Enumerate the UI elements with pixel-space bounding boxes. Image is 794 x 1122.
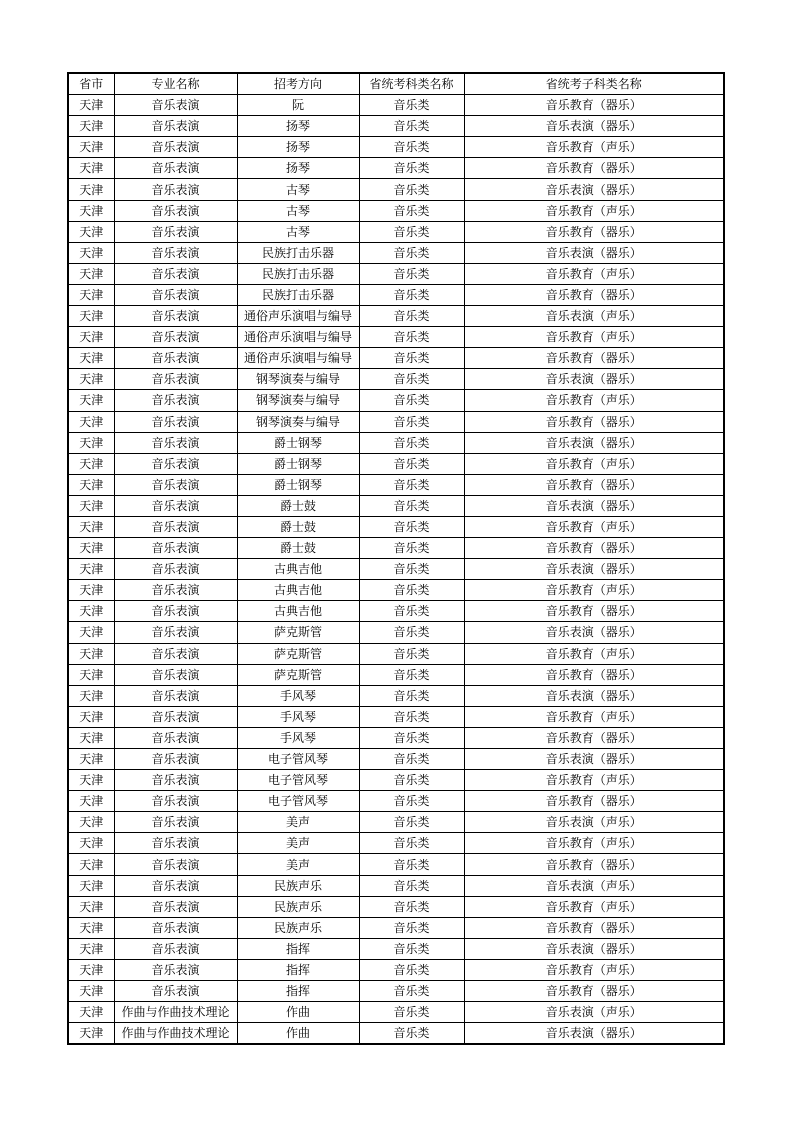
- cell-category: 音乐类: [359, 770, 464, 791]
- cell-subcategory: 音乐教育（声乐）: [464, 770, 724, 791]
- cell-subcategory: 音乐教育（声乐）: [464, 263, 724, 284]
- cell-subcategory: 音乐表演（器乐）: [464, 685, 724, 706]
- cell-major: 音乐表演: [114, 727, 237, 748]
- header-major: 专业名称: [114, 73, 237, 95]
- cell-category: 音乐类: [359, 643, 464, 664]
- cell-category: 音乐类: [359, 327, 464, 348]
- cell-province: 天津: [68, 137, 114, 158]
- cell-province: 天津: [68, 474, 114, 495]
- cell-subcategory: 音乐表演（器乐）: [464, 495, 724, 516]
- cell-province: 天津: [68, 601, 114, 622]
- cell-direction: 萨克斯管: [237, 622, 359, 643]
- cell-province: 天津: [68, 812, 114, 833]
- cell-major: 音乐表演: [114, 116, 237, 137]
- cell-province: 天津: [68, 981, 114, 1002]
- cell-subcategory: 音乐表演（器乐）: [464, 622, 724, 643]
- cell-direction: 爵士鼓: [237, 516, 359, 537]
- cell-category: 音乐类: [359, 896, 464, 917]
- cell-category: 音乐类: [359, 812, 464, 833]
- cell-major: 音乐表演: [114, 432, 237, 453]
- cell-province: 天津: [68, 432, 114, 453]
- cell-province: 天津: [68, 495, 114, 516]
- cell-major: 音乐表演: [114, 137, 237, 158]
- cell-major: 音乐表演: [114, 200, 237, 221]
- cell-category: 音乐类: [359, 981, 464, 1002]
- cell-direction: 爵士钢琴: [237, 453, 359, 474]
- table-row: [68, 601, 724, 622]
- cell-subcategory: 音乐教育（声乐）: [464, 327, 724, 348]
- cell-province: 天津: [68, 538, 114, 559]
- cell-subcategory: 音乐教育（器乐）: [464, 95, 724, 116]
- header-direction: 招考方向: [237, 73, 359, 95]
- cell-subcategory: 音乐教育（声乐）: [464, 833, 724, 854]
- cell-major: 音乐表演: [114, 938, 237, 959]
- cell-category: 音乐类: [359, 284, 464, 305]
- cell-subcategory: 音乐教育（器乐）: [464, 981, 724, 1002]
- cell-direction: 钢琴演奏与编导: [237, 369, 359, 390]
- table-row: [68, 200, 724, 221]
- cell-province: 天津: [68, 917, 114, 938]
- cell-major: 音乐表演: [114, 179, 237, 200]
- cell-province: 天津: [68, 221, 114, 242]
- cell-direction: 古典吉他: [237, 559, 359, 580]
- cell-direction: 电子管风琴: [237, 770, 359, 791]
- cell-major: 音乐表演: [114, 369, 237, 390]
- cell-subcategory: 音乐教育（声乐）: [464, 706, 724, 727]
- cell-direction: 指挥: [237, 959, 359, 980]
- cell-province: 天津: [68, 116, 114, 137]
- table-row: [68, 559, 724, 580]
- cell-province: 天津: [68, 791, 114, 812]
- cell-subcategory: 音乐教育（声乐）: [464, 200, 724, 221]
- table-row: [68, 643, 724, 664]
- cell-major: 音乐表演: [114, 917, 237, 938]
- cell-subcategory: 音乐教育（器乐）: [464, 664, 724, 685]
- table-row: [68, 263, 724, 284]
- cell-major: 音乐表演: [114, 474, 237, 495]
- cell-subcategory: 音乐表演（器乐）: [464, 369, 724, 390]
- cell-subcategory: 音乐教育（器乐）: [464, 791, 724, 812]
- table-row: [68, 348, 724, 369]
- cell-direction: 古琴: [237, 179, 359, 200]
- table-row: [68, 538, 724, 559]
- table-row: [68, 453, 724, 474]
- cell-province: 天津: [68, 685, 114, 706]
- cell-direction: 民族打击乐器: [237, 263, 359, 284]
- cell-major: 音乐表演: [114, 348, 237, 369]
- cell-major: 音乐表演: [114, 791, 237, 812]
- cell-category: 音乐类: [359, 1002, 464, 1023]
- cell-category: 音乐类: [359, 116, 464, 137]
- cell-major: 音乐表演: [114, 622, 237, 643]
- cell-subcategory: 音乐教育（器乐）: [464, 348, 724, 369]
- cell-category: 音乐类: [359, 706, 464, 727]
- header-category: 省统考科类名称: [359, 73, 464, 95]
- cell-category: 音乐类: [359, 559, 464, 580]
- cell-direction: 指挥: [237, 938, 359, 959]
- cell-category: 音乐类: [359, 179, 464, 200]
- cell-province: 天津: [68, 411, 114, 432]
- cell-category: 音乐类: [359, 432, 464, 453]
- cell-subcategory: 音乐教育（声乐）: [464, 516, 724, 537]
- cell-subcategory: 音乐表演（声乐）: [464, 306, 724, 327]
- cell-category: 音乐类: [359, 495, 464, 516]
- cell-major: 音乐表演: [114, 833, 237, 854]
- cell-category: 音乐类: [359, 474, 464, 495]
- cell-subcategory: 音乐表演（器乐）: [464, 432, 724, 453]
- cell-category: 音乐类: [359, 158, 464, 179]
- cell-direction: 爵士鼓: [237, 495, 359, 516]
- cell-major: 音乐表演: [114, 580, 237, 601]
- cell-direction: 古琴: [237, 221, 359, 242]
- cell-major: 音乐表演: [114, 854, 237, 875]
- cell-province: 天津: [68, 622, 114, 643]
- table-row: [68, 516, 724, 537]
- cell-category: 音乐类: [359, 749, 464, 770]
- table-row: [68, 158, 724, 179]
- cell-province: 天津: [68, 664, 114, 685]
- cell-category: 音乐类: [359, 833, 464, 854]
- cell-category: 音乐类: [359, 242, 464, 263]
- cell-major: 音乐表演: [114, 643, 237, 664]
- cell-category: 音乐类: [359, 137, 464, 158]
- cell-direction: 民族声乐: [237, 917, 359, 938]
- table-body: [68, 95, 724, 1045]
- cell-direction: 钢琴演奏与编导: [237, 390, 359, 411]
- table-row: [68, 749, 724, 770]
- cell-major: 音乐表演: [114, 221, 237, 242]
- cell-category: 音乐类: [359, 263, 464, 284]
- cell-category: 音乐类: [359, 959, 464, 980]
- cell-direction: 美声: [237, 812, 359, 833]
- table-row: [68, 770, 724, 791]
- cell-province: 天津: [68, 1002, 114, 1023]
- cell-category: 音乐类: [359, 580, 464, 601]
- table-row: [68, 1023, 724, 1045]
- cell-direction: 手风琴: [237, 706, 359, 727]
- cell-province: 天津: [68, 242, 114, 263]
- cell-category: 音乐类: [359, 601, 464, 622]
- cell-province: 天津: [68, 158, 114, 179]
- cell-direction: 指挥: [237, 981, 359, 1002]
- cell-direction: 爵士钢琴: [237, 432, 359, 453]
- table-row: [68, 495, 724, 516]
- admission-table: [67, 72, 725, 1045]
- cell-major: 音乐表演: [114, 263, 237, 284]
- cell-direction: 作曲: [237, 1002, 359, 1023]
- header-row: [68, 73, 724, 95]
- cell-subcategory: 音乐教育（声乐）: [464, 580, 724, 601]
- table-row: [68, 896, 724, 917]
- cell-subcategory: 音乐教育（器乐）: [464, 917, 724, 938]
- table-row: [68, 284, 724, 305]
- cell-subcategory: 音乐表演（声乐）: [464, 875, 724, 896]
- cell-category: 音乐类: [359, 854, 464, 875]
- cell-category: 音乐类: [359, 348, 464, 369]
- cell-major: 音乐表演: [114, 390, 237, 411]
- cell-subcategory: 音乐教育（声乐）: [464, 959, 724, 980]
- cell-major: 音乐表演: [114, 284, 237, 305]
- cell-direction: 钢琴演奏与编导: [237, 411, 359, 432]
- cell-province: 天津: [68, 749, 114, 770]
- cell-province: 天津: [68, 833, 114, 854]
- cell-direction: 扬琴: [237, 137, 359, 158]
- cell-direction: 古典吉他: [237, 580, 359, 601]
- header-subcategory: 省统考子科类名称: [464, 73, 724, 95]
- cell-direction: 民族声乐: [237, 875, 359, 896]
- cell-province: 天津: [68, 453, 114, 474]
- table-row: [68, 791, 724, 812]
- cell-subcategory: 音乐教育（声乐）: [464, 390, 724, 411]
- cell-subcategory: 音乐教育（声乐）: [464, 137, 724, 158]
- cell-province: 天津: [68, 580, 114, 601]
- cell-direction: 电子管风琴: [237, 749, 359, 770]
- cell-province: 天津: [68, 938, 114, 959]
- table-row: [68, 664, 724, 685]
- cell-direction: 阮: [237, 95, 359, 116]
- cell-subcategory: 音乐教育（声乐）: [464, 453, 724, 474]
- cell-category: 音乐类: [359, 685, 464, 706]
- cell-category: 音乐类: [359, 221, 464, 242]
- cell-category: 音乐类: [359, 538, 464, 559]
- cell-subcategory: 音乐教育（器乐）: [464, 854, 724, 875]
- table-row: [68, 833, 724, 854]
- table-row: [68, 116, 724, 137]
- cell-direction: 民族声乐: [237, 896, 359, 917]
- table-row: [68, 1002, 724, 1023]
- table-row: [68, 622, 724, 643]
- cell-category: 音乐类: [359, 369, 464, 390]
- cell-direction: 爵士鼓: [237, 538, 359, 559]
- table-row: [68, 432, 724, 453]
- cell-province: 天津: [68, 348, 114, 369]
- cell-province: 天津: [68, 284, 114, 305]
- cell-province: 天津: [68, 706, 114, 727]
- cell-direction: 通俗声乐演唱与编导: [237, 306, 359, 327]
- cell-category: 音乐类: [359, 1023, 464, 1045]
- cell-subcategory: 音乐教育（器乐）: [464, 221, 724, 242]
- cell-major: 音乐表演: [114, 242, 237, 263]
- cell-direction: 古琴: [237, 200, 359, 221]
- cell-subcategory: 音乐表演（器乐）: [464, 179, 724, 200]
- cell-subcategory: 音乐表演（声乐）: [464, 812, 724, 833]
- cell-direction: 通俗声乐演唱与编导: [237, 348, 359, 369]
- cell-province: 天津: [68, 959, 114, 980]
- header-province: 省市: [68, 73, 114, 95]
- cell-major: 音乐表演: [114, 95, 237, 116]
- cell-subcategory: 音乐表演（器乐）: [464, 1023, 724, 1045]
- cell-province: 天津: [68, 200, 114, 221]
- table-row: [68, 369, 724, 390]
- cell-province: 天津: [68, 875, 114, 896]
- cell-major: 音乐表演: [114, 749, 237, 770]
- cell-direction: 作曲: [237, 1023, 359, 1045]
- table-row: [68, 137, 724, 158]
- table-row: [68, 812, 724, 833]
- cell-category: 音乐类: [359, 791, 464, 812]
- cell-major: 音乐表演: [114, 875, 237, 896]
- cell-category: 音乐类: [359, 95, 464, 116]
- cell-category: 音乐类: [359, 664, 464, 685]
- cell-category: 音乐类: [359, 516, 464, 537]
- cell-major: 音乐表演: [114, 896, 237, 917]
- cell-category: 音乐类: [359, 727, 464, 748]
- cell-major: 作曲与作曲技术理论: [114, 1002, 237, 1023]
- cell-subcategory: 音乐教育（器乐）: [464, 158, 724, 179]
- cell-subcategory: 音乐表演（器乐）: [464, 116, 724, 137]
- cell-subcategory: 音乐表演（器乐）: [464, 559, 724, 580]
- table-row: [68, 390, 724, 411]
- cell-major: 音乐表演: [114, 601, 237, 622]
- cell-province: 天津: [68, 727, 114, 748]
- table-row: [68, 580, 724, 601]
- cell-direction: 手风琴: [237, 685, 359, 706]
- cell-subcategory: 音乐教育（器乐）: [464, 474, 724, 495]
- cell-major: 音乐表演: [114, 706, 237, 727]
- table-row: [68, 242, 724, 263]
- cell-subcategory: 音乐表演（器乐）: [464, 242, 724, 263]
- table-row: [68, 179, 724, 200]
- cell-direction: 萨克斯管: [237, 643, 359, 664]
- cell-province: 天津: [68, 516, 114, 537]
- table-row: [68, 981, 724, 1002]
- cell-category: 音乐类: [359, 453, 464, 474]
- cell-category: 音乐类: [359, 390, 464, 411]
- cell-direction: 通俗声乐演唱与编导: [237, 327, 359, 348]
- cell-subcategory: 音乐表演（声乐）: [464, 1002, 724, 1023]
- cell-subcategory: 音乐教育（器乐）: [464, 284, 724, 305]
- cell-direction: 美声: [237, 854, 359, 875]
- cell-major: 音乐表演: [114, 664, 237, 685]
- cell-subcategory: 音乐表演（器乐）: [464, 938, 724, 959]
- table-row: [68, 221, 724, 242]
- table-row: [68, 706, 724, 727]
- cell-major: 音乐表演: [114, 516, 237, 537]
- table-row: [68, 875, 724, 896]
- cell-major: 音乐表演: [114, 770, 237, 791]
- cell-direction: 古典吉他: [237, 601, 359, 622]
- cell-province: 天津: [68, 95, 114, 116]
- cell-province: 天津: [68, 369, 114, 390]
- table-row: [68, 327, 724, 348]
- cell-major: 音乐表演: [114, 495, 237, 516]
- cell-province: 天津: [68, 896, 114, 917]
- cell-province: 天津: [68, 559, 114, 580]
- cell-major: 音乐表演: [114, 327, 237, 348]
- cell-category: 音乐类: [359, 200, 464, 221]
- cell-province: 天津: [68, 327, 114, 348]
- table-row: [68, 95, 724, 116]
- cell-subcategory: 音乐教育（器乐）: [464, 727, 724, 748]
- cell-province: 天津: [68, 854, 114, 875]
- cell-province: 天津: [68, 1023, 114, 1045]
- cell-major: 音乐表演: [114, 812, 237, 833]
- cell-major: 音乐表演: [114, 453, 237, 474]
- table-row: [68, 727, 724, 748]
- cell-direction: 民族打击乐器: [237, 242, 359, 263]
- cell-province: 天津: [68, 770, 114, 791]
- cell-subcategory: 音乐表演（器乐）: [464, 749, 724, 770]
- cell-direction: 电子管风琴: [237, 791, 359, 812]
- cell-province: 天津: [68, 306, 114, 327]
- cell-direction: 爵士钢琴: [237, 474, 359, 495]
- cell-province: 天津: [68, 390, 114, 411]
- cell-category: 音乐类: [359, 306, 464, 327]
- cell-direction: 美声: [237, 833, 359, 854]
- cell-subcategory: 音乐教育（器乐）: [464, 601, 724, 622]
- cell-major: 音乐表演: [114, 981, 237, 1002]
- cell-direction: 扬琴: [237, 158, 359, 179]
- table-row: [68, 938, 724, 959]
- cell-major: 音乐表演: [114, 559, 237, 580]
- cell-major: 音乐表演: [114, 538, 237, 559]
- cell-major: 音乐表演: [114, 685, 237, 706]
- cell-subcategory: 音乐教育（声乐）: [464, 643, 724, 664]
- cell-category: 音乐类: [359, 938, 464, 959]
- table-row: [68, 306, 724, 327]
- cell-major: 音乐表演: [114, 959, 237, 980]
- table-row: [68, 685, 724, 706]
- cell-category: 音乐类: [359, 875, 464, 896]
- cell-major: 音乐表演: [114, 411, 237, 432]
- cell-major: 作曲与作曲技术理论: [114, 1023, 237, 1045]
- cell-category: 音乐类: [359, 622, 464, 643]
- table-row: [68, 411, 724, 432]
- cell-direction: 手风琴: [237, 727, 359, 748]
- cell-province: 天津: [68, 179, 114, 200]
- cell-direction: 民族打击乐器: [237, 284, 359, 305]
- table-row: [68, 474, 724, 495]
- table-row: [68, 917, 724, 938]
- cell-province: 天津: [68, 263, 114, 284]
- cell-direction: 萨克斯管: [237, 664, 359, 685]
- cell-category: 音乐类: [359, 917, 464, 938]
- table-row: [68, 854, 724, 875]
- cell-direction: 扬琴: [237, 116, 359, 137]
- cell-province: 天津: [68, 643, 114, 664]
- cell-category: 音乐类: [359, 411, 464, 432]
- cell-subcategory: 音乐教育（声乐）: [464, 896, 724, 917]
- cell-subcategory: 音乐教育（器乐）: [464, 411, 724, 432]
- cell-major: 音乐表演: [114, 306, 237, 327]
- cell-major: 音乐表演: [114, 158, 237, 179]
- table-row: [68, 959, 724, 980]
- cell-subcategory: 音乐教育（器乐）: [464, 538, 724, 559]
